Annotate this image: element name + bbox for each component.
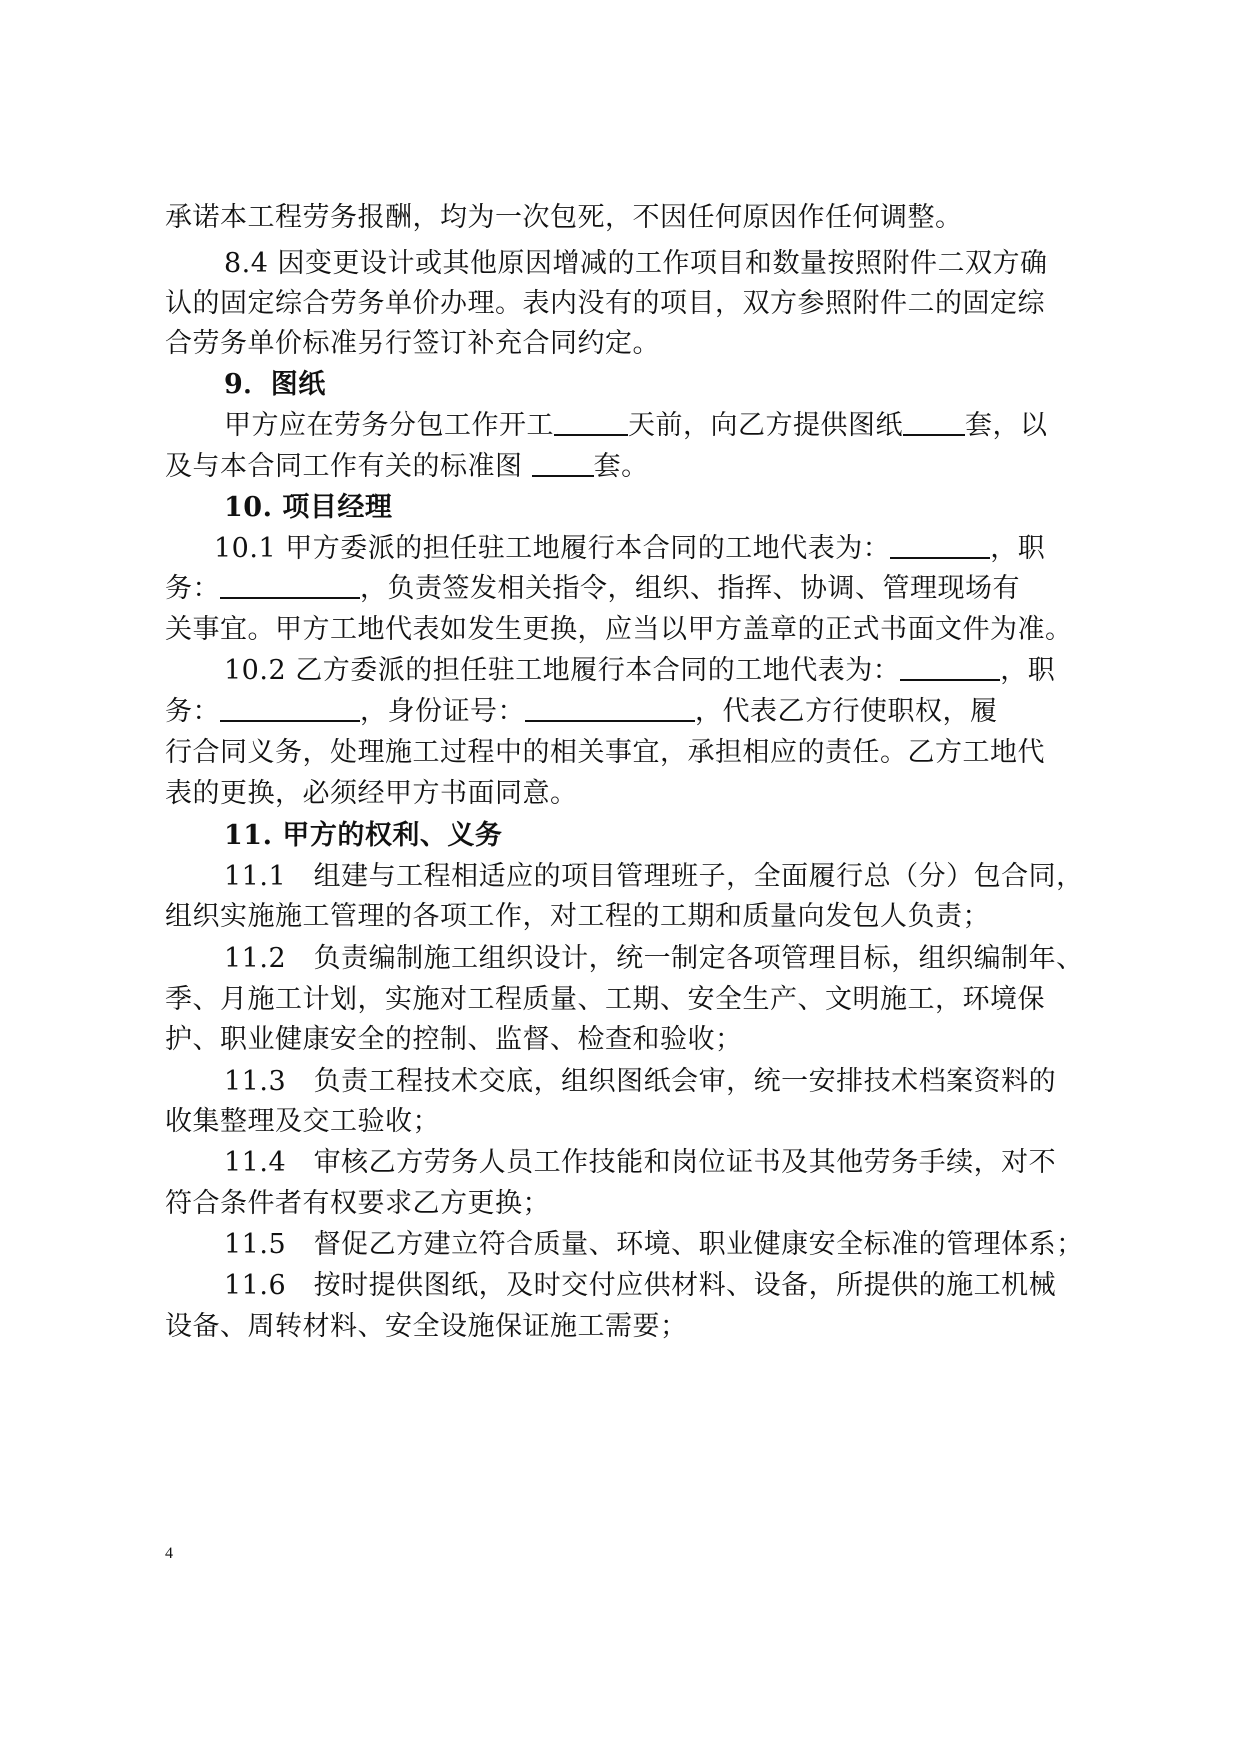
party-b-representative-blank[interactable] (900, 653, 1000, 681)
text-run: 关事宜。甲方工地代表如发生更换，应当以甲方盖章的正式书面文件为准。 (165, 614, 1073, 645)
text-run: 天前，向乙方提供图纸 (628, 410, 903, 441)
section-9-heading (224, 365, 326, 405)
heading-text: 10. 项目经理 (224, 492, 393, 523)
text-run: 务： (165, 696, 220, 727)
text-run: 护、职业健康安全的控制、监督、检查和验收； (165, 1024, 743, 1055)
clause-8-4-line (224, 244, 1048, 284)
text-run: 行合同义务，处理施工过程中的相关事宜，承担相应的责任。乙方工地代 (165, 737, 1045, 768)
paragraph-line (165, 1020, 743, 1060)
section-11-heading (224, 816, 502, 856)
party-b-position-blank[interactable] (220, 694, 360, 722)
clause-11-5-line (224, 1225, 1084, 1265)
paragraph-line (165, 733, 1045, 773)
text-run: 11.4 审核乙方劳务人员工作技能和岗位证书及其他劳务手续，对不 (224, 1147, 1057, 1178)
text-run: 套，以 (965, 410, 1048, 441)
text-run: 套。 (593, 451, 649, 482)
text-run: ，代表乙方行使职权，履 (695, 696, 998, 727)
text-run: ，职 (1000, 655, 1056, 686)
clause-11-2-line (224, 939, 1084, 979)
paragraph-line (165, 284, 1045, 324)
heading-text: 9．图纸 (224, 369, 326, 400)
text-run: 11.6 按时提供图纸，及时交付应供材料、设备，所提供的施工机械 (224, 1270, 1057, 1301)
clause-11-1-line (224, 857, 1084, 897)
text-run: 10.1 甲方委派的担任驻工地履行本合同的工地代表为： (214, 533, 891, 564)
heading-text: 11. 甲方的权利、义务 (224, 820, 503, 851)
text-run: 11.3 负责工程技术交底，组织图纸会审，统一安排技术档案资料的 (224, 1066, 1057, 1097)
drawing-sets-blank[interactable] (903, 408, 965, 436)
text-run: 组织实施施工管理的各项工作，对工程的工期和质量向发包人负责； (165, 901, 990, 932)
paragraph-line (165, 897, 990, 937)
text-run: 11.5 督促乙方建立符合质量、环境、职业健康安全标准的管理体系； (224, 1229, 1084, 1260)
text-run: ，身份证号： (360, 696, 525, 727)
text-run: 11.1 组建与工程相适应的项目管理班子，全面履行总（分）包合同， (224, 861, 1084, 892)
text-run: ，职 (990, 533, 1046, 564)
text-run: 表的更换，必须经甲方书面同意。 (165, 778, 578, 809)
text-run: 认的固定综合劳务单价办理。表内没有的项目，双方参照附件二的固定综 (165, 288, 1045, 319)
text-run: 季、月施工计划，实施对工程质量、工期、安全生产、文明施工，环境保 (165, 984, 1045, 1015)
clause-10-2-line (224, 651, 1055, 691)
id-number-blank[interactable] (525, 694, 695, 722)
text-run: 及与本合同工作有关的标准图 (165, 451, 523, 482)
paragraph-line (165, 1307, 688, 1347)
text-run: 务： (165, 573, 220, 604)
text-run: 甲方应在劳务分包工作开工 (224, 410, 554, 441)
text-run: 8.4 因变更设计或其他原因增减的工作项目和数量按照附件二双方确 (224, 248, 1048, 279)
days-blank[interactable] (554, 408, 628, 436)
text-run: 承诺本工程劳务报酬，均为一次包死，不因任何原因作任何调整。 (165, 202, 963, 233)
standard-drawing-sets-blank[interactable] (532, 449, 594, 477)
text-run: 收集整理及交工验收； (165, 1106, 440, 1137)
drawings-line-2 (165, 447, 649, 487)
clause-11-3-line (224, 1062, 1056, 1102)
text-run: 合劳务单价标准另行签订补充合同约定。 (165, 328, 660, 359)
text-run: 10.2 乙方委派的担任驻工地履行本合同的工地代表为： (224, 655, 901, 686)
text-run: 符合条件者有权要求乙方更换； (165, 1188, 550, 1219)
party-a-representative-blank[interactable] (890, 531, 990, 559)
party-a-position-blank[interactable] (220, 571, 360, 599)
text-run: 设备、周转材料、安全设施保证施工需要； (165, 1311, 688, 1342)
paragraph-line (165, 324, 660, 364)
clause-11-4-line (224, 1143, 1056, 1183)
page-number: 4 (165, 1545, 173, 1562)
text-run: 11.2 负责编制施工组织设计，统一制定各项管理目标，组织编制年、 (224, 943, 1084, 974)
clause-10-1-line-2 (165, 569, 1020, 609)
drawings-line (224, 406, 1048, 446)
clause-10-2-line-2 (165, 692, 998, 732)
paragraph-line (165, 610, 1073, 650)
paragraph-line (165, 1102, 440, 1142)
paragraph-line (165, 1184, 550, 1224)
paragraph-line (165, 980, 1045, 1020)
section-10-heading (224, 488, 392, 528)
clause-10-1-line (214, 529, 1045, 569)
clause-11-6-line (224, 1266, 1056, 1306)
text-run: ，负责签发相关指令，组织、指挥、协调、管理现场有 (360, 573, 1020, 604)
paragraph-line (165, 774, 578, 814)
paragraph-line (165, 198, 963, 238)
